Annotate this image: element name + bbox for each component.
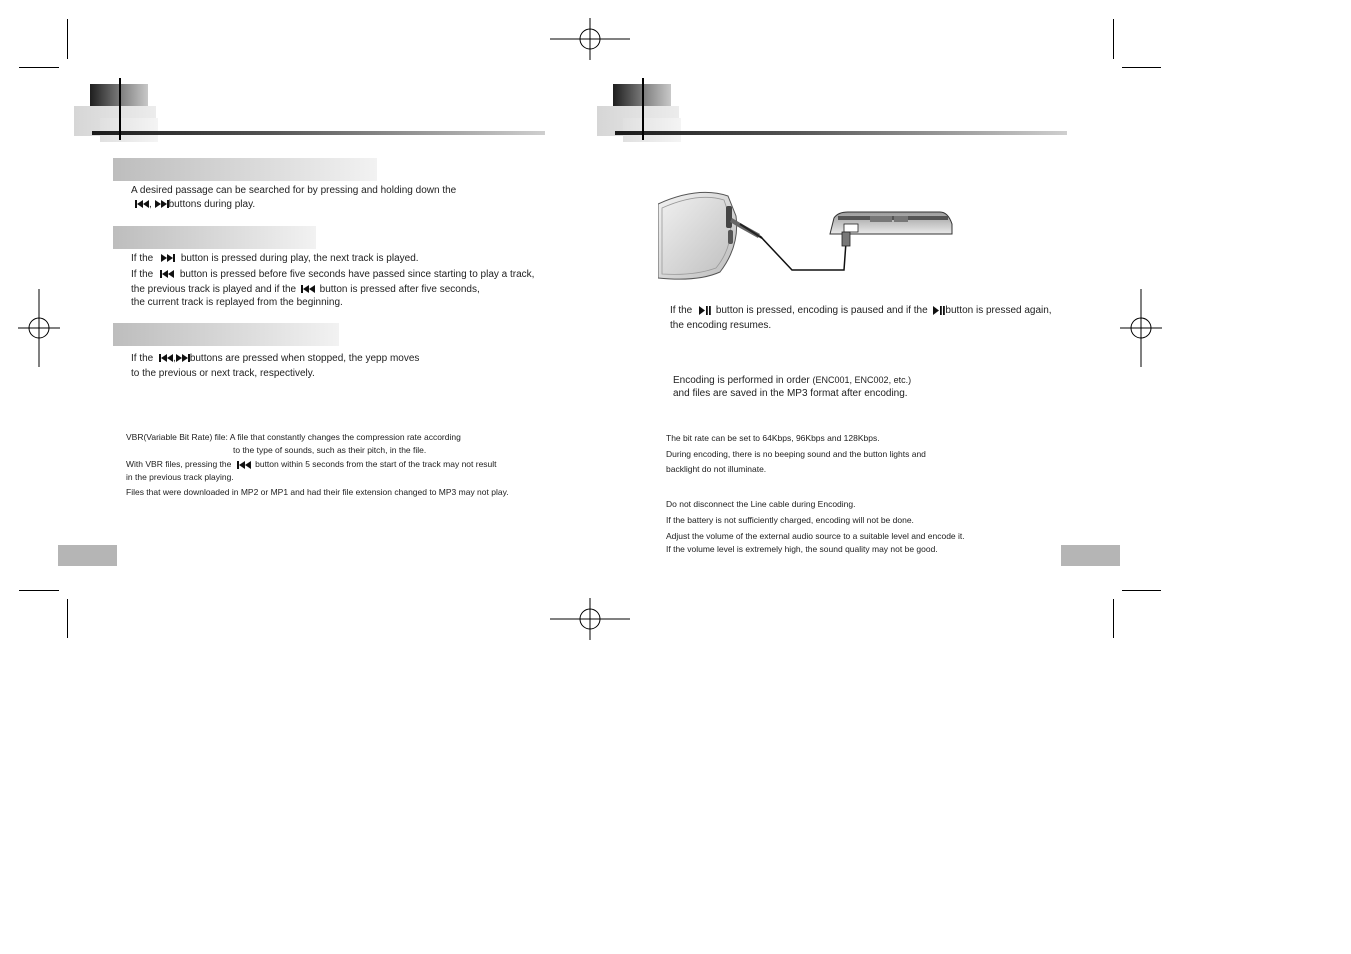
crop-mark: [19, 590, 59, 591]
play-text-line4: the current track is replayed from the beginning.: [131, 297, 343, 308]
search-text-tail: buttons during play.: [168, 199, 256, 210]
page-number-box-left: [58, 545, 117, 566]
stopped-l1-post: buttons are pressed when stopped, the yepp moves: [189, 353, 420, 364]
note-vbr-definition: VBR(Variable Bit Rate) file: A file that constantly changes the compression rate according: [126, 432, 461, 442]
section-bar-stopped: [113, 323, 339, 346]
note-vbr-post: button within 5 seconds from the start of the track may not result: [255, 459, 497, 469]
header-block-light: [623, 118, 681, 142]
note-vbr-pre: With VBR files, pressing the: [126, 459, 232, 469]
search-text-line2: [135, 198, 255, 212]
play-l1-pre: If the: [131, 253, 154, 264]
note-do-not-disconnect: Do not disconnect the Line cable during Encoding.: [666, 499, 856, 509]
stopped-text-line2: to the previous or next track, respectively.: [131, 368, 315, 379]
skip-forward-icon: [176, 354, 190, 362]
pause-l1-pre: If the: [670, 305, 693, 316]
page-number-box-right: [1061, 545, 1120, 566]
section-bar-search: [113, 158, 377, 181]
registration-mark: [18, 289, 60, 367]
play-pause-icon: [699, 306, 711, 315]
note-mp2-mp1: Files that were downloaded in MP2 or MP1 and had their file extension changed to MP3 may not play.: [126, 487, 509, 497]
play-l1-post: button is pressed during play, the next track is played.: [180, 253, 419, 264]
order-l1-a: Encoding is performed in order: [673, 375, 810, 386]
note-bitrate: The bit rate can be set to 64Kbps, 96Kbps and 128Kbps.: [666, 433, 880, 443]
registration-mark: [1120, 289, 1162, 367]
section-bar-play: [113, 226, 316, 249]
note-vbr-warning-cont: in the previous track playing.: [126, 472, 234, 482]
note-no-beep: During encoding, there is no beeping sound and the button lights and: [666, 449, 926, 459]
pause-text-line2: the encoding resumes.: [670, 320, 772, 331]
stopped-l1-pre: If the: [131, 353, 154, 364]
play-text-line3: [131, 283, 480, 297]
play-l3-post: button is pressed after five seconds,: [319, 284, 480, 295]
skip-forward-icon: [155, 200, 169, 208]
line-cable-connection-illustration: [658, 186, 958, 282]
play-l2-pre: If the: [131, 269, 154, 280]
note-vbr-warning: [126, 458, 497, 471]
note-adjust-volume: Adjust the volume of the external audio source to a suitable level and encode it.: [666, 531, 965, 541]
crop-mark: [1113, 599, 1114, 638]
play-l3-pre: the previous track is played and if the: [131, 284, 297, 295]
stopped-text-line1: [131, 352, 419, 366]
crop-mark: [1122, 67, 1161, 68]
order-text-line2: and files are saved in the MP3 format after encoding.: [673, 388, 908, 399]
header-block-light: [100, 118, 158, 142]
skip-forward-icon: [161, 254, 175, 262]
header-rule: [92, 131, 545, 135]
header-mark: [119, 78, 121, 140]
stopped-separator: ,: [173, 353, 176, 364]
play-text-line1: [131, 252, 419, 266]
registration-mark: [550, 598, 630, 640]
skip-back-icon: [160, 270, 174, 278]
crop-mark: [67, 19, 68, 59]
note-no-beep-cont: backlight do not illuminate.: [666, 464, 767, 474]
registration-mark: [550, 18, 630, 60]
play-pause-icon: [933, 306, 945, 315]
play-text-line2: [131, 268, 534, 282]
skip-back-icon: [237, 461, 251, 469]
skip-back-icon: [159, 354, 173, 362]
order-text-line1: [673, 373, 911, 388]
crop-mark: [1113, 19, 1114, 59]
note-volume-high: If the volume level is extremely high, the sound quality may not be good.: [666, 544, 938, 554]
crop-mark: [67, 599, 68, 638]
search-text-line1: A desired passage can be searched for by pressing and holding down the: [131, 185, 457, 196]
play-l2-post: button is pressed before five seconds have passed since starting to play a track,: [179, 269, 535, 280]
pause-text-line1: [670, 304, 1052, 318]
crop-mark: [19, 67, 59, 68]
search-separator: ,: [149, 199, 155, 210]
skip-back-icon: [135, 200, 149, 208]
header-mark: [642, 78, 644, 140]
order-l1-b: (ENC001, ENC002, etc.): [812, 375, 912, 385]
header-rule: [615, 131, 1067, 135]
note-vbr-definition-cont: to the type of sounds, such as their pitch, in the file.: [233, 445, 427, 455]
note-battery: If the battery is not sufficiently charged, encoding will not be done.: [666, 515, 914, 525]
crop-mark: [1122, 590, 1161, 591]
pause-l1-post: button is pressed again,: [945, 305, 1052, 316]
skip-back-icon: [301, 285, 315, 293]
pause-l1-mid: button is pressed, encoding is paused and if the: [715, 305, 928, 316]
